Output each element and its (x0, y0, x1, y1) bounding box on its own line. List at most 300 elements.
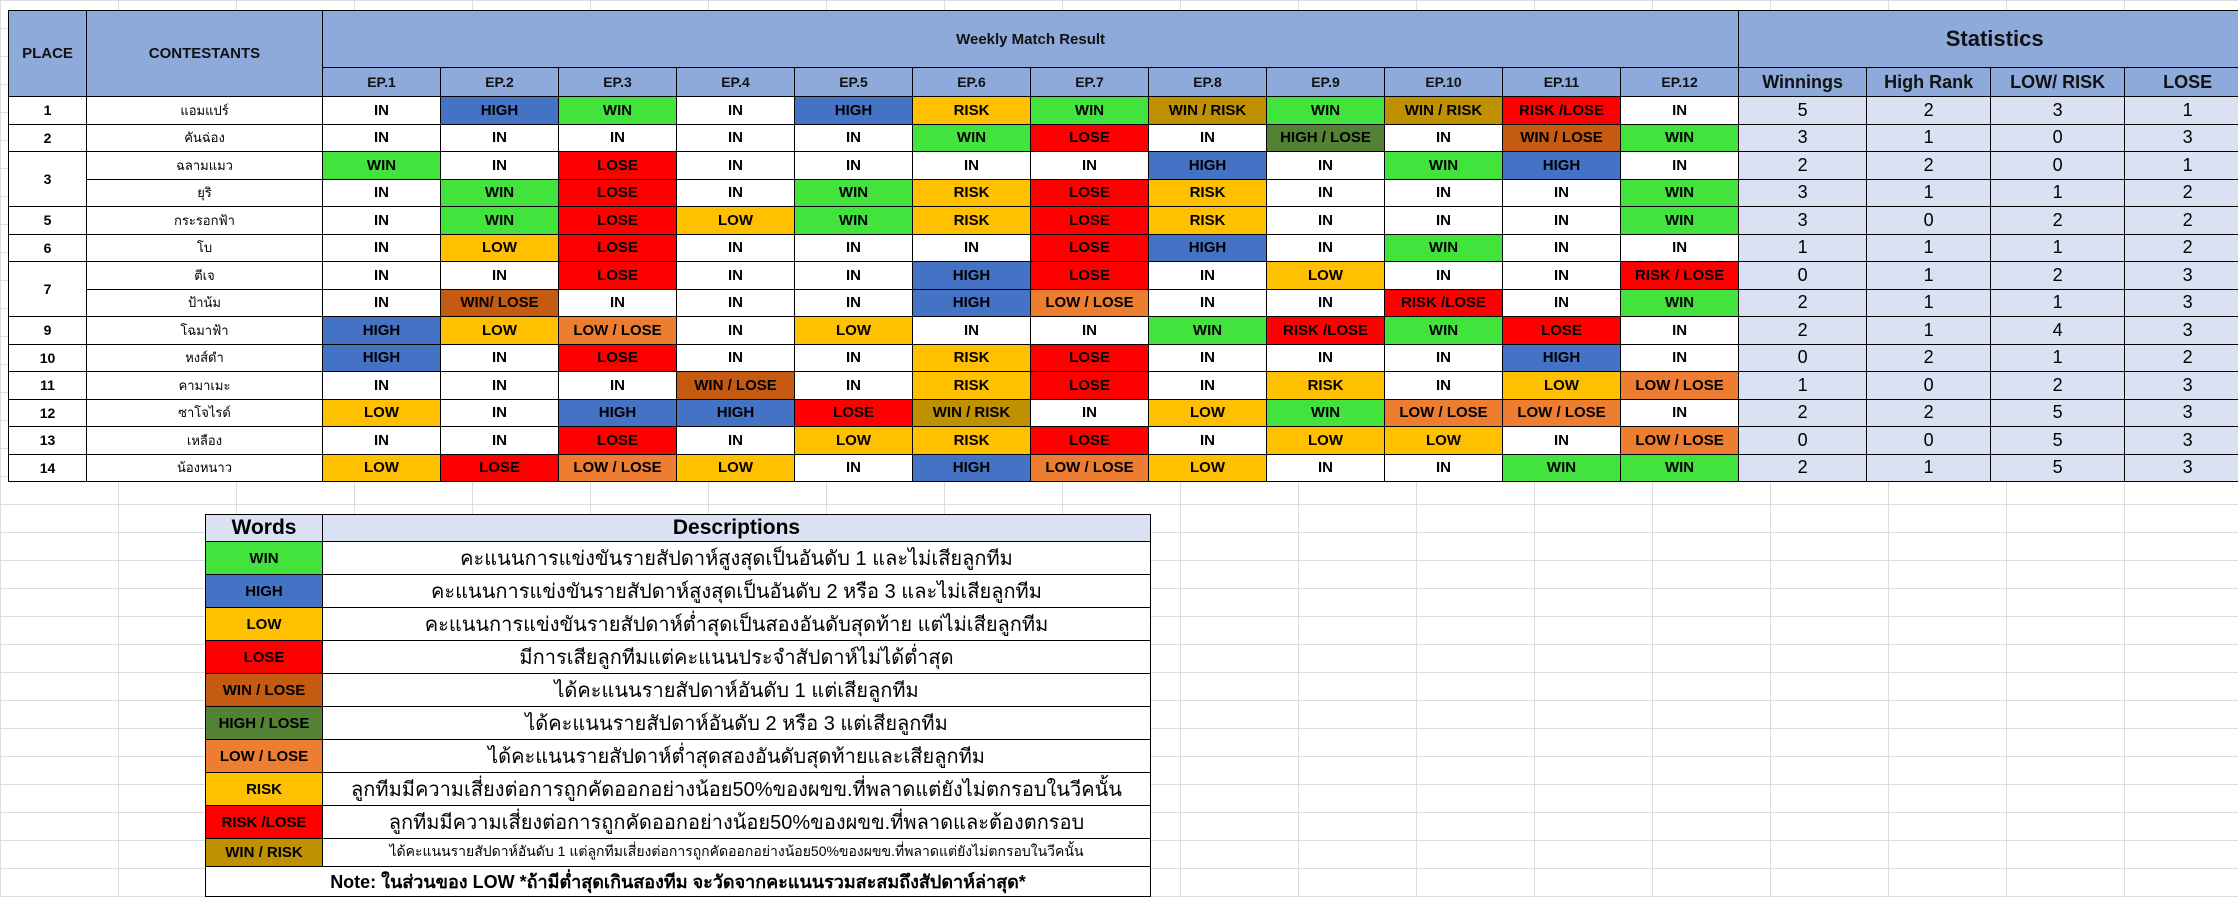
result-cell: HIGH (677, 399, 795, 427)
result-cell: IN (1149, 262, 1267, 290)
stat-header: High Rank (1867, 68, 1991, 97)
episode-header: EP.7 (1031, 68, 1149, 97)
episode-header: EP.2 (441, 68, 559, 97)
result-cell: HIGH (1149, 152, 1267, 180)
stat-cell: 2 (1867, 97, 1991, 125)
legend-table (205, 514, 1151, 897)
weekly-match-header: Weekly Match Result (323, 11, 1739, 68)
result-cell: IN (1267, 234, 1385, 262)
stat-cell: 2 (1991, 262, 2125, 290)
result-cell: RISK (913, 179, 1031, 207)
legend-description: ได้คะแนนรายสัปดาห์ต่ำสุดสองอันดับสุดท้ายและเสียลูกทีม (323, 740, 1151, 773)
stat-cell: 0 (1867, 427, 1991, 455)
table-row (9, 427, 2238, 455)
result-cell: IN (441, 427, 559, 455)
result-cell: IN (677, 289, 795, 317)
legend-word: LOW (206, 608, 323, 641)
result-cell: IN (795, 234, 913, 262)
stat-cell: 1 (1739, 234, 1867, 262)
result-cell: RISK (913, 344, 1031, 372)
result-cell: WIN (1621, 179, 1739, 207)
result-cell: WIN (323, 152, 441, 180)
result-cell: LOW (441, 234, 559, 262)
table-row (9, 234, 2238, 262)
stat-cell: 1 (1867, 124, 1991, 152)
contestant-name: ซาโจไรด์ (87, 399, 323, 427)
result-cell: IN (1149, 289, 1267, 317)
result-cell: HIGH (913, 289, 1031, 317)
result-cell: IN (913, 317, 1031, 345)
result-cell: LOSE (559, 262, 677, 290)
result-cell: IN (559, 124, 677, 152)
result-cell: WIN (441, 207, 559, 235)
result-cell: IN (441, 344, 559, 372)
result-cell: IN (441, 262, 559, 290)
stat-cell: 2 (2125, 344, 2238, 372)
contestant-name: คันฉ่อง (87, 124, 323, 152)
result-cell: LOSE (441, 454, 559, 482)
stat-cell: 0 (1867, 207, 1991, 235)
episode-header: EP.10 (1385, 68, 1503, 97)
result-cell: HIGH (1149, 234, 1267, 262)
stat-cell: 5 (1991, 454, 2125, 482)
episode-header: EP.4 (677, 68, 795, 97)
result-cell: IN (1621, 344, 1739, 372)
result-cell: IN (1385, 344, 1503, 372)
result-cell: LOW / LOSE (559, 454, 677, 482)
result-cell: IN (795, 289, 913, 317)
contestant-name: ตีเจ (87, 262, 323, 290)
result-cell: WIN (1385, 317, 1503, 345)
result-cell: RISK /LOSE (1385, 289, 1503, 317)
result-cell: LOSE (1031, 344, 1149, 372)
result-cell: IN (1621, 317, 1739, 345)
episode-header: EP.8 (1149, 68, 1267, 97)
stat-cell: 0 (1867, 372, 1991, 400)
stat-cell: 3 (1739, 124, 1867, 152)
legend-word: LOSE (206, 641, 323, 674)
result-cell: LOW (1149, 454, 1267, 482)
result-cell: RISK (913, 207, 1031, 235)
result-cell: RISK (913, 427, 1031, 455)
table-row (9, 124, 2238, 152)
result-cell: LOSE (559, 179, 677, 207)
result-cell: LOW (441, 317, 559, 345)
result-cell: IN (1149, 427, 1267, 455)
stat-cell: 1 (1991, 289, 2125, 317)
result-cell: LOSE (1031, 179, 1149, 207)
place-cell: 9 (9, 317, 87, 345)
stat-cell: 3 (2125, 124, 2238, 152)
stat-header: LOW/ RISK (1991, 68, 2125, 97)
legend-row (206, 773, 1151, 806)
result-cell: WIN (1503, 454, 1621, 482)
stat-cell: 3 (2125, 317, 2238, 345)
result-cell: IN (1267, 179, 1385, 207)
stat-cell: 1 (1867, 179, 1991, 207)
result-cell: HIGH (795, 97, 913, 125)
result-cell: LOW (1267, 427, 1385, 455)
result-cell: LOSE (795, 399, 913, 427)
episode-header: EP.1 (323, 68, 441, 97)
result-cell: WIN (1267, 97, 1385, 125)
episode-header: EP.3 (559, 68, 677, 97)
contestant-name: กระรอกฟ้า (87, 207, 323, 235)
result-cell: IN (559, 372, 677, 400)
result-cell: IN (913, 152, 1031, 180)
result-cell: LOW (677, 207, 795, 235)
stat-cell: 2 (1739, 152, 1867, 180)
result-cell: WIN (441, 179, 559, 207)
stat-cell: 0 (1739, 344, 1867, 372)
result-cell: IN (1503, 234, 1621, 262)
result-cell: IN (1503, 427, 1621, 455)
episode-header: EP.12 (1621, 68, 1739, 97)
result-cell: IN (441, 124, 559, 152)
result-cell: IN (323, 207, 441, 235)
result-cell: IN (1621, 97, 1739, 125)
result-cell: IN (1031, 152, 1149, 180)
contestant-name: คามาเมะ (87, 372, 323, 400)
result-cell: IN (441, 399, 559, 427)
result-cell: WIN (559, 97, 677, 125)
stat-cell: 2 (1867, 152, 1991, 180)
result-cell: IN (1149, 372, 1267, 400)
result-cell: IN (795, 262, 913, 290)
legend-word: RISK /LOSE (206, 806, 323, 839)
result-cell: IN (1385, 207, 1503, 235)
result-cell: IN (441, 372, 559, 400)
result-cell: HIGH (913, 454, 1031, 482)
result-cell: IN (323, 179, 441, 207)
result-cell: LOSE (1503, 317, 1621, 345)
result-cell: RISK / LOSE (1621, 262, 1739, 290)
result-cell: IN (441, 152, 559, 180)
episode-header: EP.5 (795, 68, 913, 97)
result-cell: IN (677, 179, 795, 207)
stat-cell: 0 (1991, 124, 2125, 152)
stat-cell: 1 (1991, 234, 2125, 262)
contestant-name: หงส์ดำ (87, 344, 323, 372)
result-cell: WIN (1149, 317, 1267, 345)
result-cell: LOSE (559, 152, 677, 180)
result-cell: LOSE (1031, 207, 1149, 235)
stat-cell: 3 (2125, 372, 2238, 400)
legend-description: คะแนนการแข่งขันรายสัปดาห์ต่ำสุดเป็นสองอันดับสุดท้าย แต่ไม่เสียลูกทีม (323, 608, 1151, 641)
legend-note-row (206, 866, 1151, 896)
result-cell: RISK /LOSE (1503, 97, 1621, 125)
result-cell: IN (323, 427, 441, 455)
result-cell: IN (677, 262, 795, 290)
legend-row (206, 707, 1151, 740)
result-cell: IN (1031, 317, 1149, 345)
result-cell: IN (1031, 399, 1149, 427)
result-cell: WIN (913, 124, 1031, 152)
legend-word: WIN / LOSE (206, 674, 323, 707)
result-cell: LOW (795, 317, 913, 345)
result-cell: IN (323, 97, 441, 125)
result-cell: IN (323, 372, 441, 400)
result-cell: IN (1267, 152, 1385, 180)
result-cell: WIN (1621, 454, 1739, 482)
stat-cell: 2 (1739, 289, 1867, 317)
place-cell: 1 (9, 97, 87, 125)
result-cell: LOW (1385, 427, 1503, 455)
stat-cell: 5 (1991, 399, 2125, 427)
stat-cell: 2 (1991, 372, 2125, 400)
result-cell: IN (1503, 262, 1621, 290)
table-row (9, 97, 2238, 125)
legend-description: ได้คะแนนรายสัปดาห์อันดับ 1 แต่ลูกทีมเสี่ยงต่อการถูกคัดออกอย่างน้อย50%ของผขข.ที่พลาดแต่ยังไม่ตกรอบในวีคนั้น (323, 839, 1151, 867)
result-cell: WIN (1385, 152, 1503, 180)
result-cell: WIN / RISK (1385, 97, 1503, 125)
result-cell: IN (1503, 289, 1621, 317)
result-cell: RISK (1149, 207, 1267, 235)
episode-header: EP.6 (913, 68, 1031, 97)
result-cell: HIGH (323, 344, 441, 372)
result-cell: WIN (1621, 207, 1739, 235)
result-cell: LOW / LOSE (1031, 454, 1149, 482)
result-cell: HIGH (913, 262, 1031, 290)
place-header: PLACE (9, 11, 87, 97)
place-cell: 12 (9, 399, 87, 427)
stat-cell: 5 (1991, 427, 2125, 455)
table-row (9, 399, 2238, 427)
legend-description: ได้คะแนนรายสัปดาห์อันดับ 2 หรือ 3 แต่เสียลูกทีม (323, 707, 1151, 740)
result-cell: WIN (1385, 234, 1503, 262)
result-cell: LOSE (1031, 234, 1149, 262)
result-cell: WIN (1621, 289, 1739, 317)
result-cell: RISK (1149, 179, 1267, 207)
table-row (9, 179, 2238, 207)
result-cell: RISK (1267, 372, 1385, 400)
legend-row (206, 641, 1151, 674)
place-cell: 11 (9, 372, 87, 400)
legend-row (206, 542, 1151, 575)
stat-cell: 3 (2125, 454, 2238, 482)
result-cell: LOSE (559, 207, 677, 235)
contestant-name: ป้าน้ม (87, 289, 323, 317)
result-cell: RISK /LOSE (1267, 317, 1385, 345)
result-cell: WIN / LOSE (1503, 124, 1621, 152)
stat-cell: 3 (1739, 179, 1867, 207)
result-cell: IN (795, 344, 913, 372)
result-cell: LOW (1149, 399, 1267, 427)
result-cell: WIN/ LOSE (441, 289, 559, 317)
stat-cell: 1 (1867, 289, 1991, 317)
result-cell: LOW (795, 427, 913, 455)
stat-header: LOSE (2125, 68, 2238, 97)
legend-row (206, 608, 1151, 641)
result-cell: IN (1621, 152, 1739, 180)
stat-cell: 2 (1991, 207, 2125, 235)
table-row (9, 454, 2238, 482)
table-row (9, 344, 2238, 372)
stat-cell: 1 (2125, 97, 2238, 125)
result-cell: IN (1503, 179, 1621, 207)
stat-cell: 1 (1867, 454, 1991, 482)
result-cell: WIN (1267, 399, 1385, 427)
legend-row (206, 674, 1151, 707)
result-cell: IN (1621, 399, 1739, 427)
result-cell: HIGH (441, 97, 559, 125)
stat-cell: 1 (1867, 234, 1991, 262)
result-cell: IN (677, 152, 795, 180)
result-cell: IN (1385, 179, 1503, 207)
stat-cell: 2 (1739, 454, 1867, 482)
legend-description: ลูกทีมมีความเสี่ยงต่อการถูกคัดออกอย่างน้อย50%ของผขข.ที่พลาดและต้องตกรอบ (323, 806, 1151, 839)
result-cell: IN (1267, 454, 1385, 482)
stat-cell: 0 (1739, 427, 1867, 455)
result-cell: LOW (1503, 372, 1621, 400)
contestant-name: โบ (87, 234, 323, 262)
result-cell: LOSE (1031, 124, 1149, 152)
place-cell: 10 (9, 344, 87, 372)
result-cell: WIN / RISK (913, 399, 1031, 427)
legend-description: คะแนนการแข่งขันรายสัปดาห์สูงสุดเป็นอันดับ 2 หรือ 3 และไม่เสียลูกทีม (323, 575, 1151, 608)
result-cell: IN (795, 152, 913, 180)
result-cell: IN (795, 124, 913, 152)
contestant-name: ฉลามแมว (87, 152, 323, 180)
stat-cell: 1 (1991, 179, 2125, 207)
stat-cell: 3 (1739, 207, 1867, 235)
result-cell: LOSE (559, 427, 677, 455)
place-cell: 3 (9, 152, 87, 207)
result-cell: LOSE (1031, 372, 1149, 400)
result-cell: IN (677, 344, 795, 372)
legend-word: WIN / RISK (206, 839, 323, 867)
result-cell: WIN (795, 179, 913, 207)
result-cell: IN (1149, 124, 1267, 152)
stat-cell: 5 (1739, 97, 1867, 125)
legend-description: มีการเสียลูกทีมแต่คะแนนประจำสัปดาห์ไม่ได้ต่ำสุด (323, 641, 1151, 674)
result-cell: IN (323, 262, 441, 290)
words-header: Words (206, 515, 323, 542)
statistics-header: Statistics (1739, 11, 2238, 68)
legend-word: HIGH (206, 575, 323, 608)
place-cell: 14 (9, 454, 87, 482)
result-cell: WIN (1621, 124, 1739, 152)
result-cell: LOSE (1031, 427, 1149, 455)
legend-word: RISK (206, 773, 323, 806)
stat-cell: 1 (2125, 152, 2238, 180)
result-cell: IN (1503, 207, 1621, 235)
result-cell: IN (795, 454, 913, 482)
legend-row (206, 575, 1151, 608)
legend-word: HIGH / LOSE (206, 707, 323, 740)
result-cell: LOW / LOSE (1621, 427, 1739, 455)
contestant-name: ยุริ (87, 179, 323, 207)
result-cell: LOW (677, 454, 795, 482)
result-cell: RISK (913, 372, 1031, 400)
place-cell: 5 (9, 207, 87, 235)
legend-description: ลูกทีมมีความเสี่ยงต่อการถูกคัดออกอย่างน้อย50%ของผขข.ที่พลาดแต่ยังไม่ตกรอบในวีคนั้น (323, 773, 1151, 806)
table-row (9, 289, 2238, 317)
stat-cell: 3 (2125, 289, 2238, 317)
place-cell: 6 (9, 234, 87, 262)
result-cell: LOW / LOSE (1385, 399, 1503, 427)
contestant-name: เหลือง (87, 427, 323, 455)
stat-cell: 3 (2125, 427, 2238, 455)
stat-cell: 2 (2125, 179, 2238, 207)
result-cell: IN (1621, 234, 1739, 262)
result-cell: LOW (1267, 262, 1385, 290)
result-cell: IN (1149, 344, 1267, 372)
stat-cell: 4 (1991, 317, 2125, 345)
result-cell: LOW / LOSE (1031, 289, 1149, 317)
stat-cell: 1 (1867, 262, 1991, 290)
place-cell: 7 (9, 262, 87, 317)
result-cell: LOW / LOSE (1503, 399, 1621, 427)
stat-cell: 2 (1739, 317, 1867, 345)
stat-cell: 2 (1867, 399, 1991, 427)
result-cell: RISK (913, 97, 1031, 125)
result-cell: IN (1267, 344, 1385, 372)
contestant-name: โฉมาฟ้า (87, 317, 323, 345)
weekly-match-table (8, 10, 2238, 482)
table-row (9, 152, 2238, 180)
result-cell: IN (795, 372, 913, 400)
result-cell: IN (913, 234, 1031, 262)
result-cell: LOSE (1031, 262, 1149, 290)
result-cell: IN (559, 289, 677, 317)
place-cell: 2 (9, 124, 87, 152)
stat-cell: 1 (1991, 344, 2125, 372)
result-cell: IN (677, 234, 795, 262)
stat-cell: 2 (1739, 399, 1867, 427)
legend-description: คะแนนการแข่งขันรายสัปดาห์สูงสุดเป็นอันดับ 1 และไม่เสียลูกทีม (323, 542, 1151, 575)
result-cell: IN (677, 124, 795, 152)
stat-cell: 2 (1867, 344, 1991, 372)
table-row (9, 372, 2238, 400)
legend-note: Note: ในส่วนของ LOW *ถ้ามีต่ำสุดเกินสองทีม จะวัดจากคะแนนรวมสะสมถึงสัปดาห์ล่าสุด* (206, 866, 1151, 896)
result-cell: LOSE (559, 344, 677, 372)
result-cell: LOW / LOSE (1621, 372, 1739, 400)
result-cell: HIGH (559, 399, 677, 427)
descriptions-header: Descriptions (323, 515, 1151, 542)
result-cell: IN (1385, 454, 1503, 482)
result-cell: HIGH / LOSE (1267, 124, 1385, 152)
result-cell: LOSE (559, 234, 677, 262)
table-row (9, 317, 2238, 345)
table-row (9, 207, 2238, 235)
result-cell: IN (677, 427, 795, 455)
stat-header: Winnings (1739, 68, 1867, 97)
result-cell: IN (323, 234, 441, 262)
result-cell: IN (1385, 124, 1503, 152)
legend-row (206, 740, 1151, 773)
result-cell: HIGH (323, 317, 441, 345)
result-cell: WIN (795, 207, 913, 235)
result-cell: LOW (323, 399, 441, 427)
result-cell: IN (323, 289, 441, 317)
legend-word: WIN (206, 542, 323, 575)
stat-cell: 1 (1867, 317, 1991, 345)
result-cell: IN (1385, 372, 1503, 400)
result-cell: WIN / RISK (1149, 97, 1267, 125)
table-row (9, 262, 2238, 290)
result-cell: IN (677, 317, 795, 345)
result-cell: WIN / LOSE (677, 372, 795, 400)
legend-row (206, 806, 1151, 839)
result-cell: IN (1267, 289, 1385, 317)
stat-cell: 2 (2125, 207, 2238, 235)
episode-header: EP.9 (1267, 68, 1385, 97)
result-cell: IN (1385, 262, 1503, 290)
place-cell: 13 (9, 427, 87, 455)
result-cell: IN (323, 124, 441, 152)
stat-cell: 0 (1991, 152, 2125, 180)
